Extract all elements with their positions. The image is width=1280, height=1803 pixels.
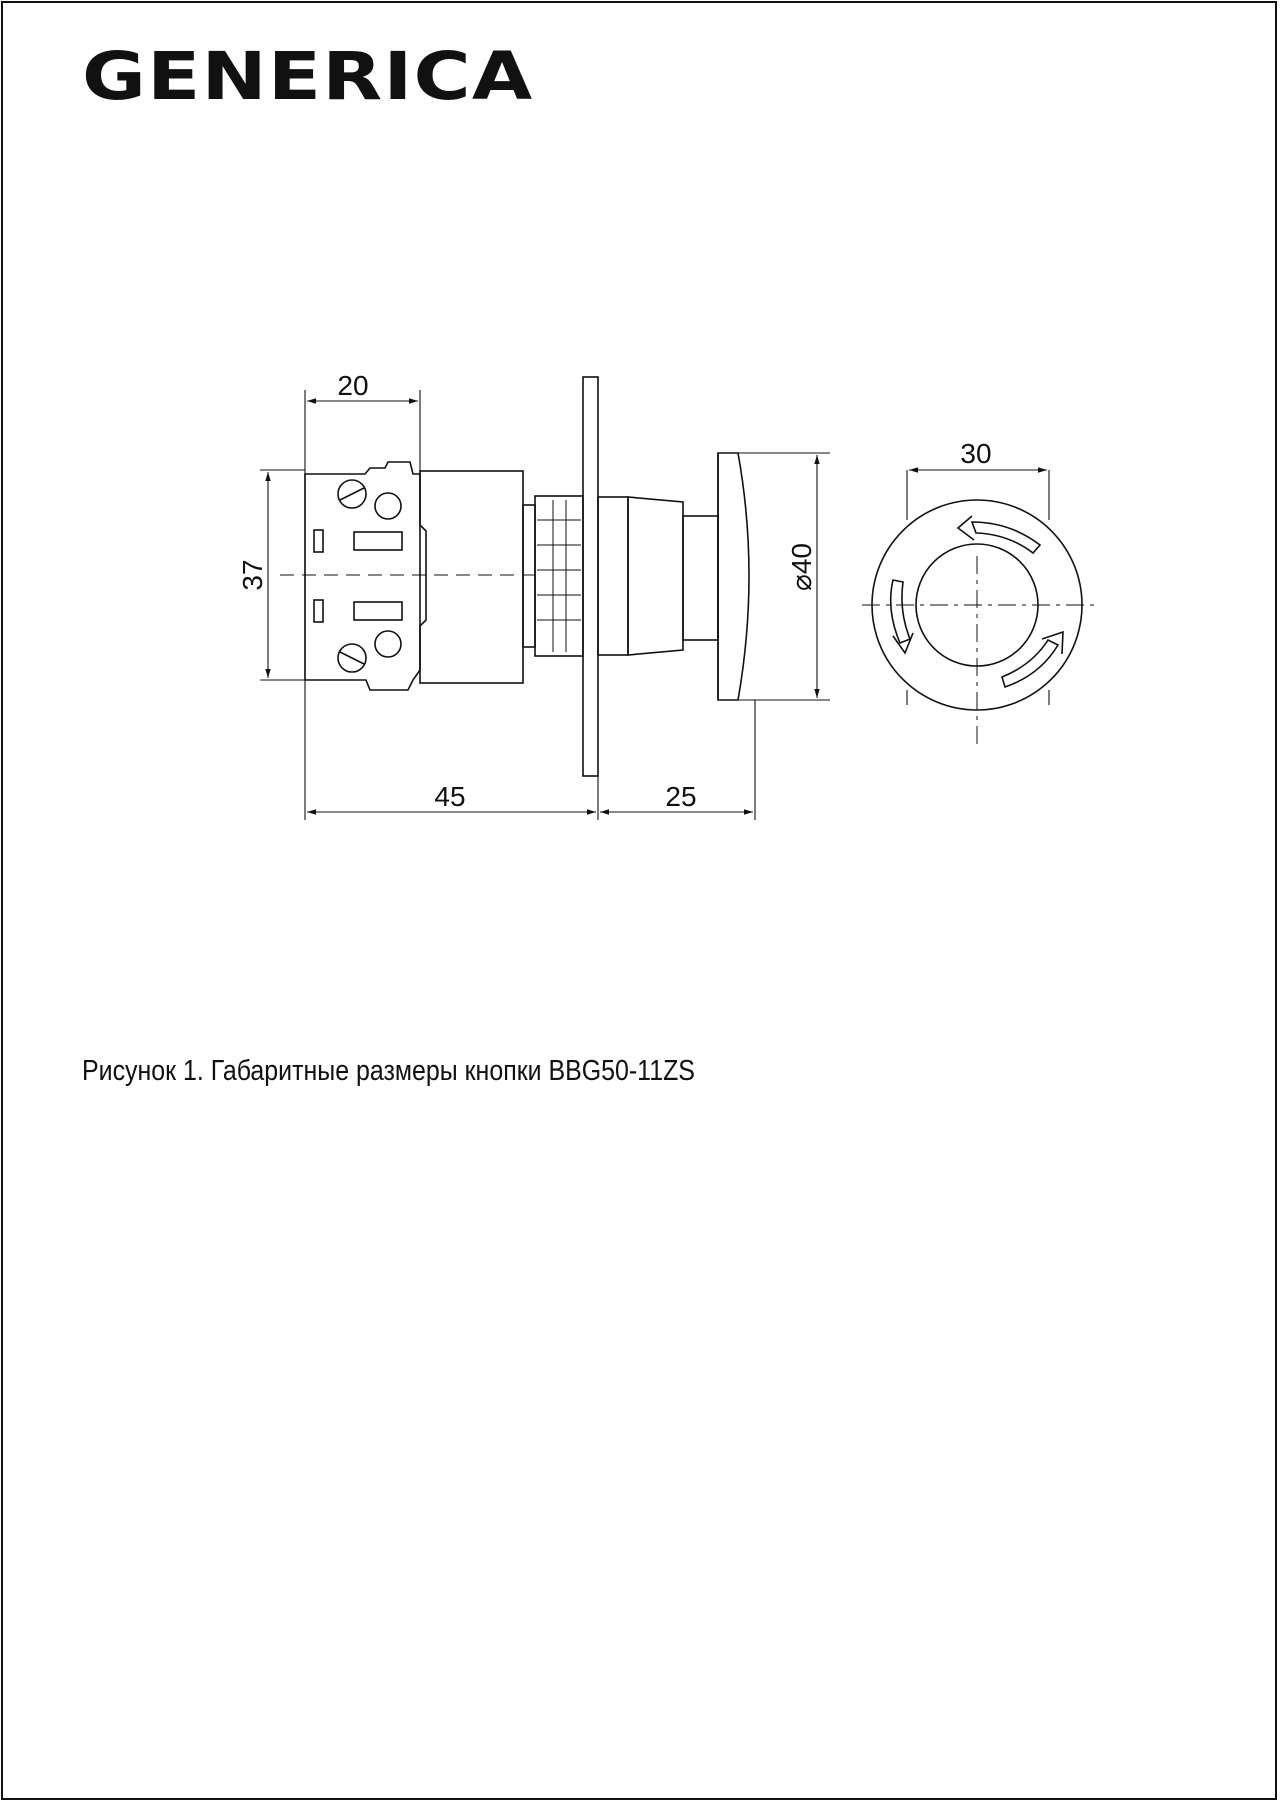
nut-ribs xyxy=(537,500,581,652)
dim-text-25: 25 xyxy=(665,781,697,812)
dim-text-20: 20 xyxy=(337,370,369,401)
collar xyxy=(523,505,535,647)
dimension-lines xyxy=(268,401,817,812)
housing xyxy=(420,471,523,683)
dim-text-30: 30 xyxy=(960,438,992,469)
terminal-screws xyxy=(338,480,401,672)
figure-caption: Рисунок 1. Габаритные размеры кнопки BBG50-11ZS xyxy=(82,1055,695,1087)
dim-text-45: 45 xyxy=(434,781,466,812)
contact-slots xyxy=(314,530,402,622)
panel-plate xyxy=(583,377,598,776)
rotation-arrow-top xyxy=(972,522,1040,553)
side-view xyxy=(280,377,749,776)
brand-logo: GENERICA xyxy=(82,38,534,115)
dim-text-40: ⌀40 xyxy=(786,542,817,592)
dim-text-37: 37 xyxy=(237,559,268,591)
actuator-stem xyxy=(683,516,718,640)
actuator-sleeve xyxy=(598,497,628,655)
front-view xyxy=(862,470,1094,744)
actuator-taper xyxy=(628,497,683,655)
extension-lines xyxy=(260,390,830,820)
mushroom-head xyxy=(718,453,749,700)
rotation-arrow-left xyxy=(891,580,910,643)
